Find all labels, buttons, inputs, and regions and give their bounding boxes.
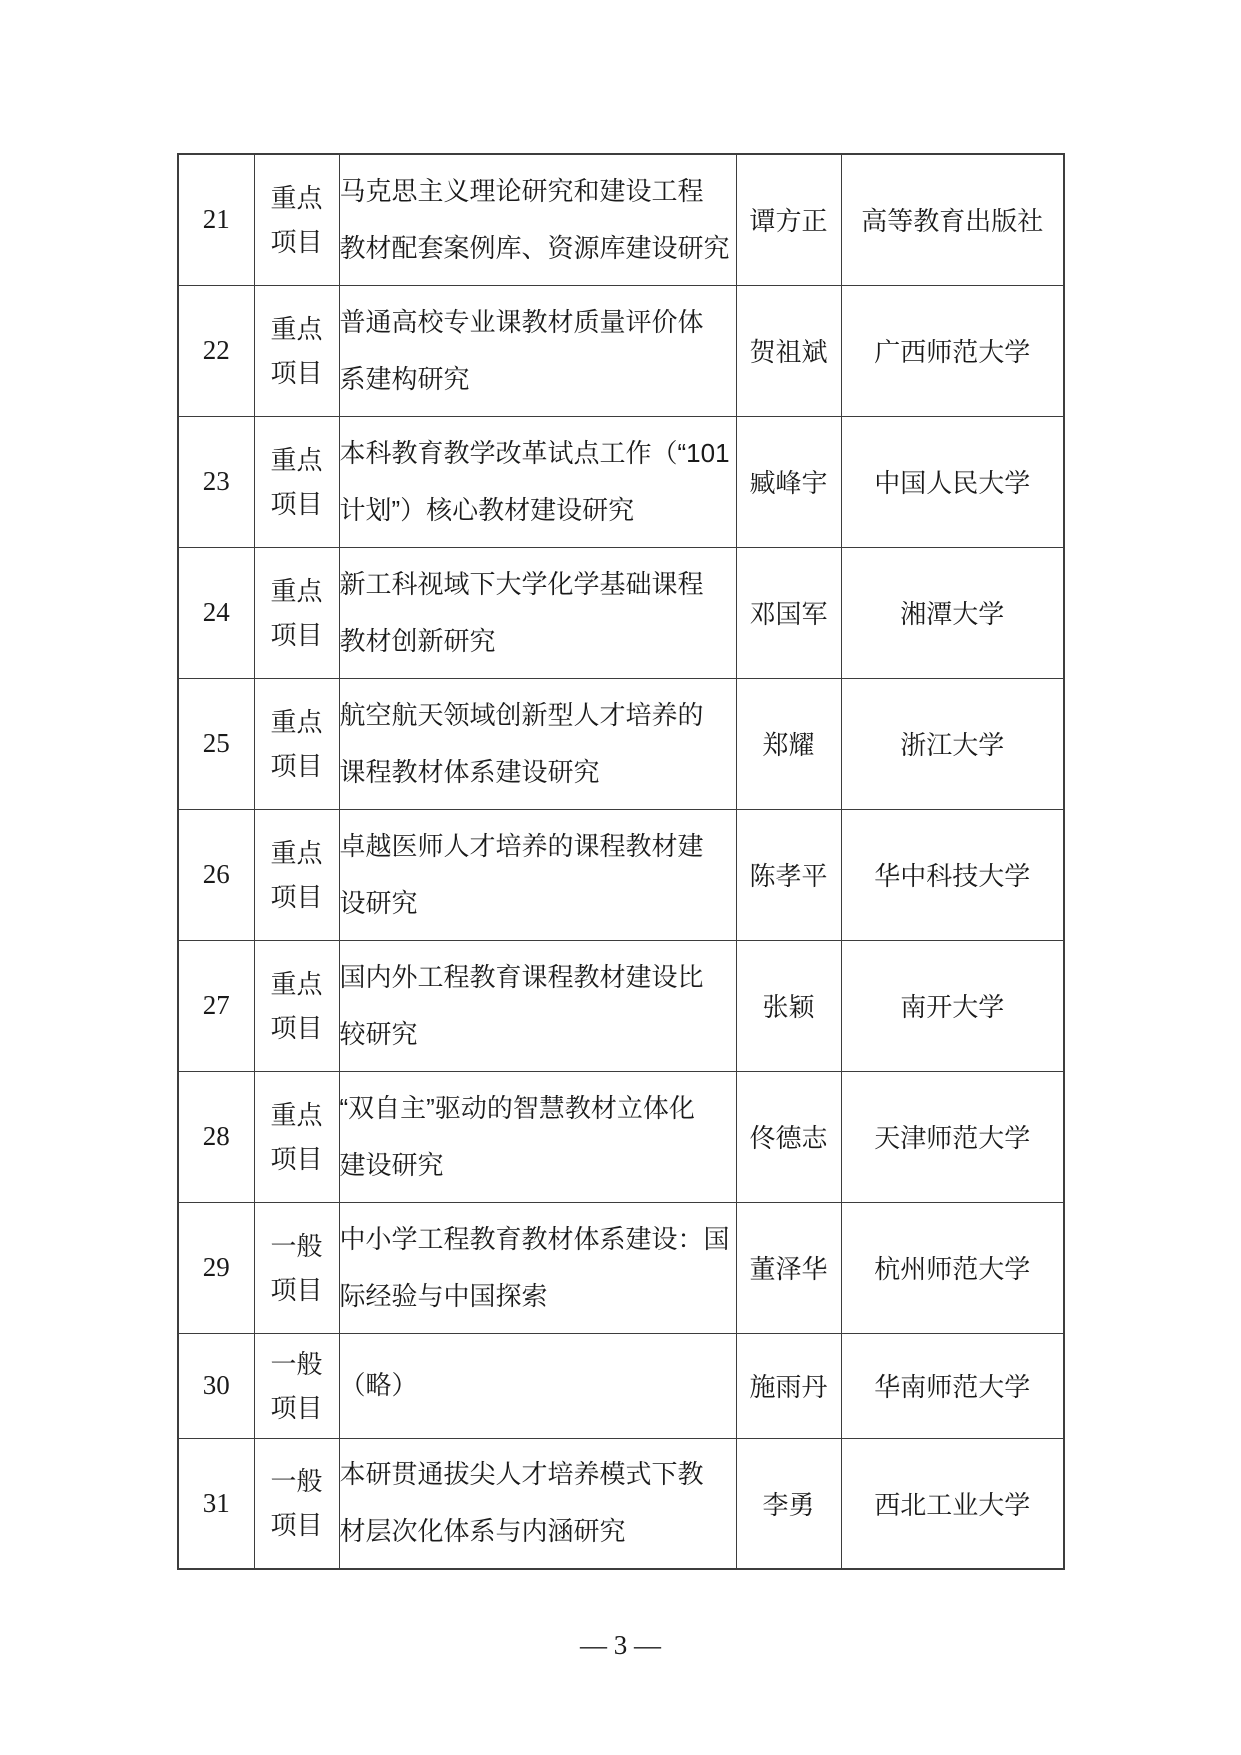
project-leader: 张颖 <box>736 940 841 1071</box>
institution: 湘潭大学 <box>841 547 1064 678</box>
institution: 中国人民大学 <box>841 416 1064 547</box>
project-title-line: 卓越医师人才培养的课程教材建 <box>339 830 704 861</box>
table-row <box>178 547 1064 678</box>
project-title-line: 教材创新研究 <box>339 625 496 656</box>
institution: 西北工业大学 <box>841 1438 1064 1569</box>
project-type-line: 项目 <box>270 1012 323 1043</box>
project-title-line: 计划”）核心教材建设研究 <box>339 494 635 525</box>
project-title <box>339 1333 736 1438</box>
table-row <box>178 1202 1064 1333</box>
project-title <box>339 416 736 547</box>
project-number: 25 <box>178 678 254 809</box>
project-title-line: 中小学工程教育教材体系建设：国 <box>339 1223 730 1254</box>
table-row <box>178 678 1064 809</box>
project-type-line: 项目 <box>270 1143 323 1174</box>
project-title-line: 际经验与中国探索 <box>339 1280 548 1311</box>
project-type <box>254 416 339 547</box>
project-title <box>339 154 736 285</box>
project-type-line: 重点 <box>270 1099 323 1130</box>
project-title-line: 较研究 <box>339 1018 418 1049</box>
project-title <box>339 1202 736 1333</box>
table-row <box>178 1071 1064 1202</box>
institution: 天津师范大学 <box>841 1071 1064 1202</box>
institution: 广西师范大学 <box>841 285 1064 416</box>
institution: 杭州师范大学 <box>841 1202 1064 1333</box>
institution: 高等教育出版社 <box>841 154 1064 285</box>
project-title-line: 本研贯通拔尖人才培养模式下教 <box>339 1459 704 1490</box>
project-type <box>254 678 339 809</box>
project-title-line: 材层次化体系与内涵研究 <box>339 1516 626 1547</box>
project-leader: 李勇 <box>736 1438 841 1569</box>
project-type-line: 重点 <box>270 182 323 213</box>
institution: 浙江大学 <box>841 678 1064 809</box>
institution: 华南师范大学 <box>841 1333 1064 1438</box>
project-title-line: 教材配套案例库、资源库建设研究 <box>339 232 730 263</box>
table-row <box>178 809 1064 940</box>
project-number: 30 <box>178 1333 254 1438</box>
project-title-line: 设研究 <box>339 887 418 918</box>
project-type-line: 项目 <box>270 881 323 912</box>
project-title <box>339 285 736 416</box>
project-type-line: 一般 <box>270 1348 323 1379</box>
project-list-table <box>177 153 1065 1570</box>
project-type-line: 项目 <box>270 1274 323 1305</box>
project-leader: 臧峰宇 <box>736 416 841 547</box>
project-type <box>254 1202 339 1333</box>
project-type <box>254 154 339 285</box>
project-title-line: 新工科视域下大学化学基础课程 <box>339 568 704 599</box>
project-leader: 董泽华 <box>736 1202 841 1333</box>
project-title-line: 建设研究 <box>339 1149 444 1180</box>
project-leader: 邓国军 <box>736 547 841 678</box>
project-title-line: 航空航天领域创新型人才培养的 <box>339 699 704 730</box>
project-leader: 陈孝平 <box>736 809 841 940</box>
project-type <box>254 940 339 1071</box>
project-type <box>254 1071 339 1202</box>
project-title <box>339 547 736 678</box>
project-title-line: 普通高校专业课教材质量评价体 <box>339 306 704 337</box>
project-title-line: 系建构研究 <box>339 363 470 394</box>
project-type-line: 项目 <box>270 488 323 519</box>
project-number: 27 <box>178 940 254 1071</box>
project-type-line: 重点 <box>270 444 323 475</box>
project-type-line: 项目 <box>270 619 323 650</box>
project-type-line: 重点 <box>270 968 323 999</box>
project-title-line: 本科教育教学改革试点工作（“101 <box>339 437 730 468</box>
project-type-line: 一般 <box>270 1466 323 1497</box>
project-title-line: 课程教材体系建设研究 <box>339 756 600 787</box>
project-number: 24 <box>178 547 254 678</box>
project-type-line: 项目 <box>270 1392 323 1423</box>
project-title-line: （略） <box>339 1370 418 1400</box>
project-title <box>339 1438 736 1569</box>
table-row <box>178 1438 1064 1569</box>
project-leader: 施雨丹 <box>736 1333 841 1438</box>
project-type <box>254 1333 339 1438</box>
project-type-line: 项目 <box>270 357 323 388</box>
project-type-line: 项目 <box>270 750 323 781</box>
project-leader: 贺祖斌 <box>736 285 841 416</box>
page-number: — 3 — <box>580 1630 661 1660</box>
project-number: 29 <box>178 1202 254 1333</box>
project-leader: 佟德志 <box>736 1071 841 1202</box>
project-number: 23 <box>178 416 254 547</box>
project-type-line: 一般 <box>270 1230 323 1261</box>
table-row <box>178 1333 1064 1438</box>
project-type-line: 重点 <box>270 313 323 344</box>
table-row <box>178 154 1064 285</box>
project-number: 21 <box>178 154 254 285</box>
table-row <box>178 940 1064 1071</box>
project-title <box>339 678 736 809</box>
project-type <box>254 809 339 940</box>
project-number: 22 <box>178 285 254 416</box>
project-type <box>254 1438 339 1569</box>
project-title-line: “双自主”驱动的智慧教材立体化 <box>339 1092 695 1123</box>
project-title-line: 马克思主义理论研究和建设工程 <box>339 175 704 206</box>
project-leader: 郑耀 <box>736 678 841 809</box>
project-type-line: 项目 <box>270 226 323 257</box>
institution: 南开大学 <box>841 940 1064 1071</box>
project-title-line: 国内外工程教育课程教材建设比 <box>339 961 704 992</box>
table-row <box>178 416 1064 547</box>
project-leader: 谭方正 <box>736 154 841 285</box>
project-type <box>254 547 339 678</box>
project-type <box>254 285 339 416</box>
project-title <box>339 1071 736 1202</box>
table-row <box>178 285 1064 416</box>
project-number: 26 <box>178 809 254 940</box>
project-type-line: 重点 <box>270 575 323 606</box>
project-number: 28 <box>178 1071 254 1202</box>
project-number: 31 <box>178 1438 254 1569</box>
project-type-line: 项目 <box>270 1510 323 1541</box>
project-title <box>339 809 736 940</box>
institution: 华中科技大学 <box>841 809 1064 940</box>
project-type-line: 重点 <box>270 837 323 868</box>
project-type-line: 重点 <box>270 706 323 737</box>
project-title <box>339 940 736 1071</box>
